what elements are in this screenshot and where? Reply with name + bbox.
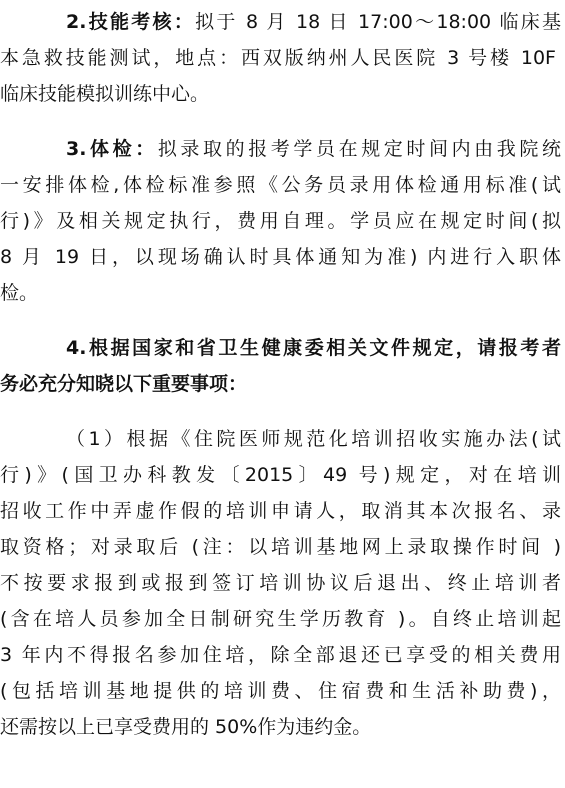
paragraph-line: 本急救技能测试，地点：西双版纳州人民医院 3 号楼 10F [0, 47, 556, 69]
paragraph-line: 取资格；对录取后 (注：以培训基地网上录取操作时间 ) [0, 536, 561, 558]
paragraph-line: 行)》(国卫办科教发〔2015〕49 号)规定，对在培训 [0, 464, 561, 486]
paragraph-line: 一安排体检,体检标准参照《公务员录用体检通用标准(试 [0, 174, 561, 196]
paragraph-line: 2.技能考核：拟于 8 月 18 日 17:00～18:00 临床基 [66, 11, 561, 33]
section-heading-notice: 4.根据国家和省卫生健康委相关文件规定，请报考者 [66, 337, 561, 359]
paragraph-line: 招收工作中弄虚作假的培训申请人，取消其本次报名、录 [0, 500, 561, 522]
paragraph-line: 临床技能模拟训练中心。 [0, 83, 210, 105]
section-heading-notice: 务必充分知晓以下重要事项： [0, 373, 248, 395]
paragraph-line: 3.体检：拟录取的报考学员在规定时间内由我院统 [66, 138, 561, 160]
paragraph-line: (包括培训基地提供的培训费、住宿费和生活补助费)， [0, 680, 561, 702]
paragraph-line: 检。 [0, 282, 39, 304]
section-heading-skills-exam: 2.技能考核： [66, 11, 196, 33]
paragraph-line: （1）根据《住院医师规范化培训招收实施办法(试 [66, 428, 561, 450]
paragraph-line: 3 年内不得报名参加住培，除全部退还已享受的相关费用 [0, 644, 561, 666]
paragraph-line: 不按要求报到或报到签订培训协议后退出、终止培训者 [0, 572, 561, 594]
paragraph-line: 8 月 19 日，以现场确认时具体通知为准) 内进行入职体 [0, 246, 561, 268]
paragraph-line: (含在培人员参加全日制研究生学历教育 )。自终止培训起 [0, 608, 561, 630]
paragraph-line: 还需按以上已享受费用的 50%作为违约金。 [0, 716, 372, 738]
section-heading-physical-exam: 3.体检： [66, 138, 158, 160]
paragraph-line: 行)》及相关规定执行，费用自理。学员应在规定时间(拟 [0, 210, 561, 232]
